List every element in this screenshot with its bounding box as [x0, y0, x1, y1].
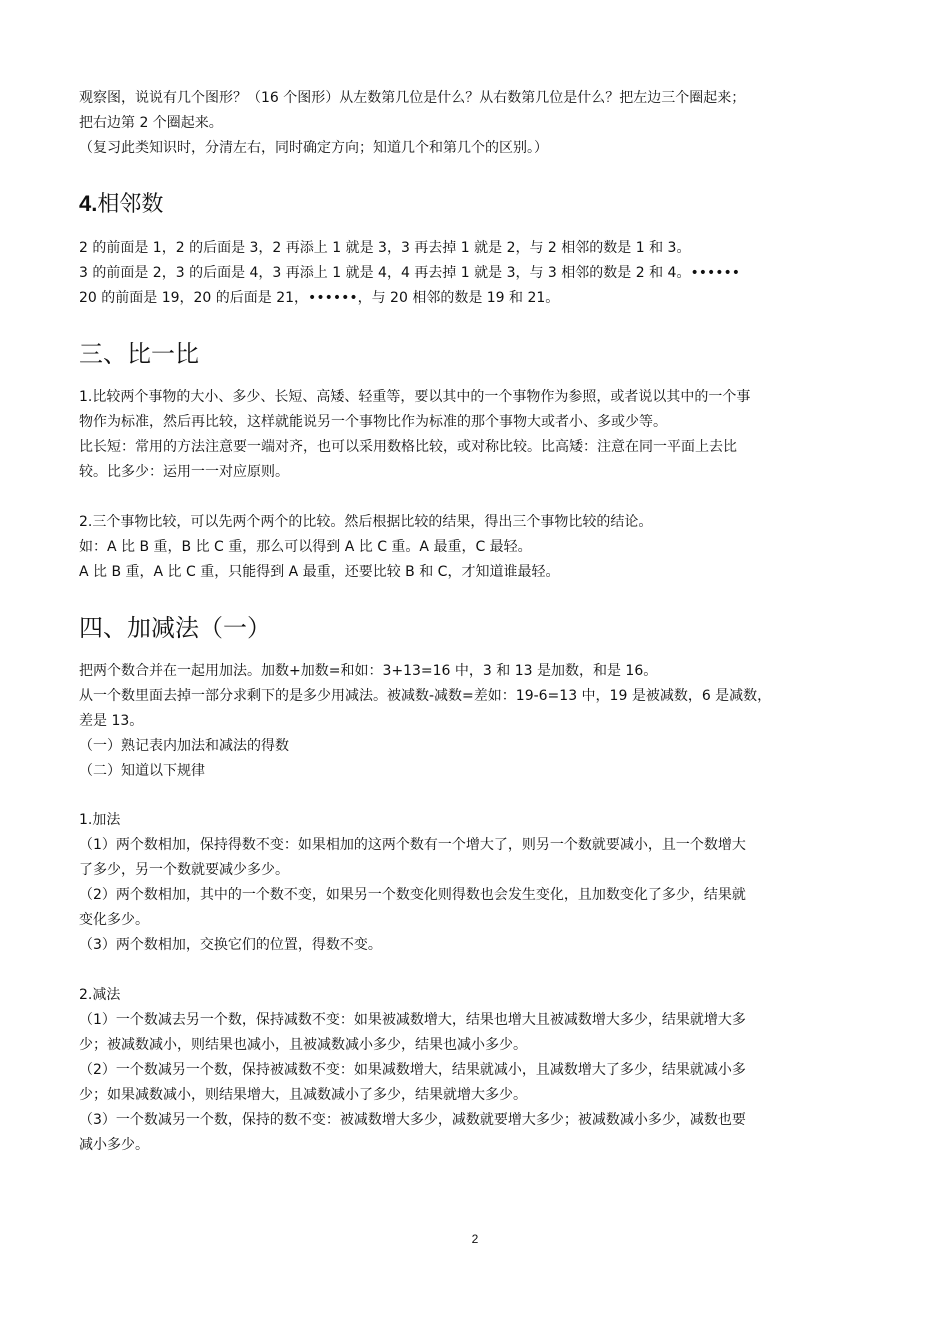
text-line: （复习此类知识时，分清左右，同时确定方向；知道几个和第几个的区别。） [79, 140, 548, 156]
text-line: 20 的前面是 19，20 的后面是 21，••••••，与 20 相邻的数是 19 和 21。 [79, 290, 560, 306]
text-line: A 比 B 重，A 比 C 重，只能得到 A 最重，还要比较 B 和 C，才知道谁最轻。 [79, 564, 560, 580]
text-line: （2）两个数相加，其中的一个数不变，如果另一个数变化则得数也会发生变化，且加数变化了多少，结果就 [79, 887, 746, 903]
text-line: 较。比多少：运用一一对应原则。 [79, 464, 289, 480]
text-line: （一）熟记表内加法和减法的得数 [79, 738, 289, 754]
text-line: 差是 13。 [79, 713, 144, 729]
compare-paragraph-2 [79, 510, 873, 585]
text-line: 变化多少。 [79, 912, 149, 928]
text-line: 从一个数里面去掉一部分求剩下的是多少用减法。被减数-减数=差如：19-6=13 中，19 是被减数，6 是减数， [79, 688, 772, 704]
text-line: 1.比较两个事物的大小、多少、长短、高矮、轻重等，要以其中的一个事物作为参照，或者说以其中的一个事 [79, 389, 751, 405]
text-line: 了多少，另一个数就要减少多少。 [79, 862, 289, 878]
addition-rules [79, 808, 873, 958]
text-line: 少；如果减数减小，则结果增大，且减数减小了多少，结果就增大多少。 [79, 1087, 527, 1103]
text-line: 2 的前面是 1，2 的后面是 3，2 再添上 1 就是 3，3 再去掉 1 就是 2，与 2 相邻的数是 1 和 3。 [79, 240, 691, 256]
page-number: 2 [471, 1232, 479, 1246]
heading-text: 相邻数 [97, 192, 164, 217]
text-line: 比长短：常用的方法注意要一端对齐，也可以采用数格比较，或对称比较。比高矮：注意在同一平面上去比 [79, 439, 737, 455]
text-line: 1.加法 [79, 812, 121, 828]
text-line: 物作为标准，然后再比较，这样就能说另一个事物比作为标准的那个事物大或者小、多或少等。 [79, 414, 667, 430]
text-line: 把两个数合并在一起用加法。加数+加数=和如：3+13=16 中，3 和 13 是加数，和是 16。 [79, 663, 658, 679]
text-line: 2.减法 [79, 987, 121, 1003]
compare-paragraph-1 [79, 385, 873, 485]
text-line: 把右边第 2 个圈起来。 [79, 115, 223, 131]
text-line: 观察图，说说有几个图形？（16 个图形）从左数第几位是什么？从右数第几位是什么？把左边三个圈起来； [79, 90, 746, 106]
subtraction-rules [79, 983, 873, 1158]
text-line: 减小多少。 [79, 1137, 149, 1153]
heading-number: 4. [79, 191, 98, 216]
text-line: （2）一个数减另一个数，保持被减数不变：如果减数增大，结果就减小，且减数增大了多少，结果就减小多 [79, 1062, 746, 1078]
text-line: 3 的前面是 2，3 的后面是 4，3 再添上 1 就是 4，4 再去掉 1 就是 3，与 3 相邻的数是 2 和 4。•••••• [79, 265, 740, 281]
section-heading-compare: 三、比一比 [79, 340, 199, 368]
text-line: 少；被减数减小，则结果也减小，且被减数减小多少，结果也减小多少。 [79, 1037, 527, 1053]
intro-paragraph [79, 86, 873, 161]
adjacent-paragraph [79, 236, 873, 311]
addsub-intro [79, 659, 873, 784]
text-line: （二）知道以下规律 [79, 763, 205, 779]
text-line: （1）两个数相加，保持得数不变：如果相加的这两个数有一个增大了，则另一个数就要减小，且一个数增大 [79, 837, 746, 853]
section-heading-addsub: 四、加减法（一） [79, 614, 271, 642]
text-line: （1）一个数减去另一个数，保持减数不变：如果被减数增大，结果也增大且被减数增大多少，结果就增大多 [79, 1012, 746, 1028]
text-line: （3）一个数减另一个数，保持的数不变：被减数增大多少，减数就要增大多少；被减数减小多少，减数也要 [79, 1112, 746, 1128]
text-line: （3）两个数相加，交换它们的位置，得数不变。 [79, 937, 382, 953]
text-line: 2.三个事物比较，可以先两个两个的比较。然后根据比较的结果，得出三个事物比较的结论。 [79, 514, 653, 530]
section-heading-adjacent [79, 189, 873, 220]
text-line: 如：A 比 B 重，B 比 C 重，那么可以得到 A 比 C 重。A 最重，C 最轻。 [79, 539, 532, 555]
